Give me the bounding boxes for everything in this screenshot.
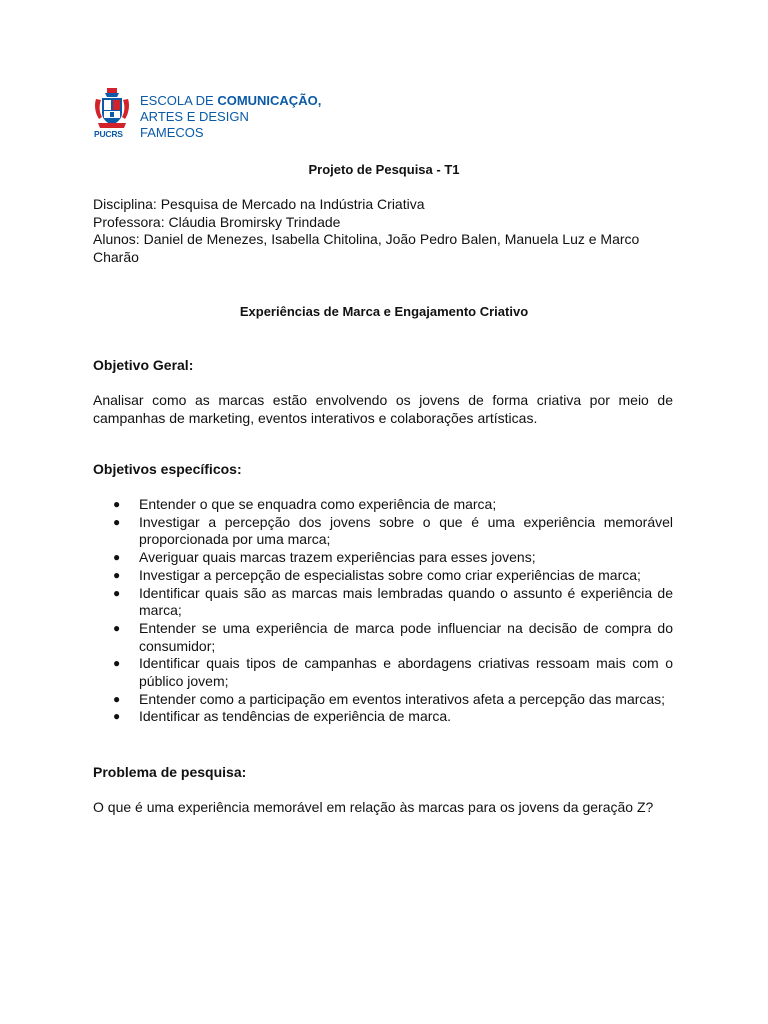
- list-item: [93, 567, 673, 585]
- school-logo: [93, 87, 333, 143]
- specific-objectives-list: [93, 496, 673, 726]
- list-item-text: Identificar quais são as marcas mais lembradas quando o assunto é experiência de marca;: [139, 584, 673, 619]
- general-objective-heading: Objetivo Geral:: [93, 357, 194, 373]
- bullet-icon: ●: [113, 620, 121, 635]
- section-title: Experiências de Marca e Engajamento Criativo: [239, 304, 529, 319]
- list-item: [93, 514, 673, 549]
- research-problem-heading: Problema de pesquisa:: [93, 764, 247, 780]
- school-name-prefix: ESCOLA DE: [140, 93, 218, 108]
- list-item: [93, 655, 673, 690]
- specific-objectives-heading: Objetivos específicos:: [93, 461, 242, 477]
- list-item: [93, 691, 673, 709]
- bullet-icon: ●: [113, 567, 121, 582]
- document-title: Projeto de Pesquisa - T1: [308, 162, 460, 177]
- general-objective-text: Analisar como as marcas estão envolvendo os jovens de forma criativa por meio de campanhas de marketing, eventos interativos e colaborações artísticas.: [93, 392, 673, 426]
- list-item-text: Identificar as tendências de experiência de marca.: [139, 708, 452, 725]
- school-name-line-2: ARTES E DESIGN: [140, 109, 249, 124]
- list-item: [93, 708, 673, 726]
- pucrs-logo-text: PUCRS: [94, 129, 123, 139]
- research-problem-text: O que é uma experiência memorável em relação às marcas para os jovens da geração Z?: [93, 799, 654, 815]
- bullet-icon: ●: [113, 514, 121, 529]
- bullet-icon: ●: [113, 709, 121, 724]
- bullet-icon: ●: [113, 497, 121, 511]
- document-meta: [93, 196, 673, 266]
- list-item: [93, 496, 673, 514]
- students-line: Alunos: Daniel de Menezes, Isabella Chitolina, João Pedro Balen, Manuela Luz e Marco Charão: [93, 231, 640, 265]
- school-name-line-1: [140, 93, 321, 109]
- list-item: [93, 549, 673, 567]
- bullet-icon: ●: [113, 550, 121, 565]
- bullet-icon: ●: [113, 585, 121, 600]
- list-item: [93, 620, 673, 655]
- bullet-icon: ●: [113, 691, 121, 706]
- list-item: [93, 585, 673, 620]
- list-item-text: Identificar quais tipos de campanhas e abordagens criativas ressoam mais com o público jovem;: [139, 655, 673, 690]
- list-item-text: Entender o que se enquadra como experiência de marca;: [139, 496, 497, 512]
- school-name-bold-1: COMUNICAÇÃO,: [217, 93, 322, 108]
- list-item-text: Investigar a percepção de especialistas sobre como criar experiências de marca;: [139, 566, 641, 583]
- discipline-line: Disciplina: Pesquisa de Mercado na Indústria Criativa: [93, 196, 425, 212]
- school-name-line-3: FAMECOS: [140, 125, 204, 140]
- bullet-icon: ●: [113, 656, 121, 671]
- list-item-text: Entender se uma experiência de marca pode influenciar na decisão de compra do consumidor;: [139, 619, 673, 654]
- professor-line: Professora: Cláudia Bromirsky Trindade: [93, 213, 341, 230]
- list-item-text: Entender como a participação em eventos interativos afeta a percepção das marcas;: [139, 690, 666, 707]
- list-item-text: Averiguar quais marcas trazem experiências para esses jovens;: [139, 549, 536, 566]
- list-item-text: Investigar a percepção dos jovens sobre o que é uma experiência memorável proporcionada por uma marca;: [139, 513, 673, 548]
- school-name: [140, 93, 321, 141]
